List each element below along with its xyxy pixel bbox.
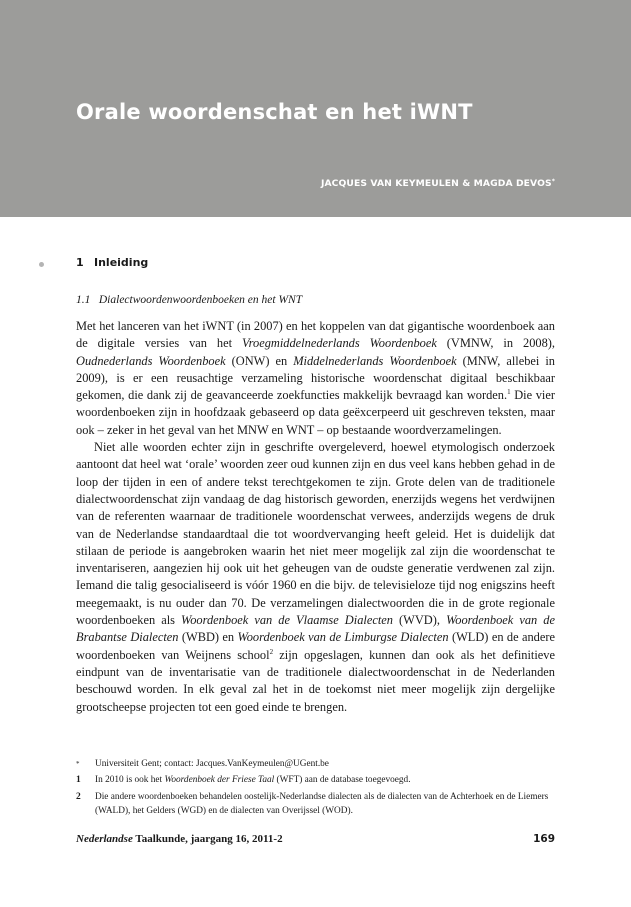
text-run: (ONW) en [225, 353, 294, 368]
page-number: 169 [533, 833, 555, 845]
subsection-heading [76, 294, 302, 306]
footnote-ref-1[interactable]: 1 [507, 388, 511, 397]
text-run: Niet alle woorden echter zijn in geschrifte overgeleverd, hoewel etymologisch onderzoek aantoont dat heel wat ‘orale’ woorden zeer oud kunnen zijn en dus veel kans hebben gehad in de loop der tijden in een of andere tekst terechtgekomen te zijn. Grote delen van de traditionele dialectwoordenschat zijn vandaag de dag historisch geworden, enerzijds wegens het verdwijnen van de referenten waarnaar de traditionele woordenschat verwees, anderzijds wegens de druk van de Nederlandse standaardtaal die tot woordvervanging heeft geleid. Het is duidelijk dat stilaan de periode is aangebroken waarin het niet meer mogelijk zal zijn die woordenschat te inventariseren, aangezien hij ook uit het geheugen van de oudste generatie verdwenen zal zijn. Iemand die talig gesocialiseerd is vóór 1960 en die bijv. de televisieloze tijd nog enigszins heeft meegemaakt, is nu ouder dan 70. De verzamelingen dialectwoorden die in de grote regionale woordenboeken als [76, 440, 555, 628]
text-run: In 2010 is ook het [95, 775, 165, 786]
text-run: (MNW, allebei in 2009), is er een reusachtige verzameling historische woordenschat digitaal beschikbaar gekomen, die dank zij de geavanceerde zoekfuncties makkelijk bevraagd kan worden. [76, 353, 555, 403]
dictionary-title-wbd: Woordenboek van de Brabantse Dialecten [76, 613, 556, 645]
text-run: (WVD), [392, 613, 447, 628]
text-run: (WFT) aan de database toegevoegd. [274, 775, 411, 786]
footnotes [76, 757, 558, 820]
paragraph-1 [76, 318, 555, 439]
article-authors [321, 178, 555, 189]
text-run: Die vier woordenboeken zijn in hoofdzaak gebaseerd op data geëxcerpeerd uit geschreven teksten, maar ook – zeker in het geval van het MNW en WNT – op bestaande woordverzamelingen. [76, 388, 555, 437]
title-banner [0, 0, 631, 217]
text-run: zijn opgeslagen, kunnen dan ook als het definitieve eindpunt van de inventarisatie van de traditionele dialectwoordenschat in de Nederlanden beschouwd worden. In elk geval zal het in de toekomst niet meer mogelijk zijn dergelijke grootscheepse projecten tot een goed einde te brengen. [76, 647, 555, 714]
text-run: (VMNW, in 2008), [436, 336, 555, 351]
dictionary-title-vmnw: Vroegmiddelnederlands Woordenboek [242, 336, 437, 351]
subsection-title: Dialectwoordenwoordenboeken en het WNT [98, 294, 303, 306]
article-title: Orale woordenschat en het iWNT [76, 100, 473, 124]
footnote-ref-2[interactable]: 2 [269, 647, 274, 656]
dictionary-title-wld: Woordenboek van de Limburgse Dialecten [237, 630, 449, 645]
footnote-1 [76, 773, 558, 787]
text-run: (WLD) en de andere woordenboeken van Weijnens school [76, 630, 555, 662]
footnote-text: Universiteit Gent; contact: Jacques.VanKeymeulen@UGent.be [95, 759, 329, 769]
footnote-text [95, 773, 558, 787]
footnote-affiliation [76, 757, 558, 771]
footnote-marker: 2 [76, 791, 81, 802]
section-heading [76, 256, 148, 269]
text-run: Met het lanceren van het iWNT (in 2007) en het koppelen van dat gigantische woordenboek aan de digitale versies van het [76, 319, 555, 351]
footnote-marker: 1 [76, 775, 81, 786]
dictionary-title-wvd: Woordenboek van de Vlaamse Dialecten [181, 613, 393, 628]
text-run: (WBD) en [178, 630, 238, 645]
author-footnote-marker: * [551, 178, 555, 185]
dictionary-title-onw: Oudnederlands Woordenboek [76, 353, 226, 368]
footnote-marker: * [76, 760, 80, 768]
margin-bullet-icon [39, 262, 44, 267]
journal-citation [76, 833, 283, 845]
article-body [76, 318, 555, 716]
section-title: Inleiding [94, 256, 149, 269]
dictionary-title-wft: Woordenboek der Friese Taal [164, 775, 275, 786]
footnote-text: Die andere woordenboeken behandelen oostelijk-Nederlandse dialecten als de dialecten van de Achterhoek en de Liemers (WALD), het Gelders (WGD) en de dialecten van Overijssel (WOD). [95, 791, 549, 816]
section-number: 1 [76, 256, 84, 269]
footnote-2 [76, 790, 558, 819]
authors-names: JACQUES VAN KEYMEULEN & MAGDA DEVOS [320, 178, 552, 189]
paragraph-2 [76, 439, 555, 716]
page-footer [76, 833, 555, 849]
subsection-number: 1.1 [76, 294, 91, 306]
journal-name-rest: Taalkunde, jaargang 16, 2011-2 [132, 833, 283, 845]
journal-name-italic: Nederlandse [76, 833, 133, 845]
dictionary-title-mnw: Middelnederlands Woordenboek [293, 353, 457, 368]
